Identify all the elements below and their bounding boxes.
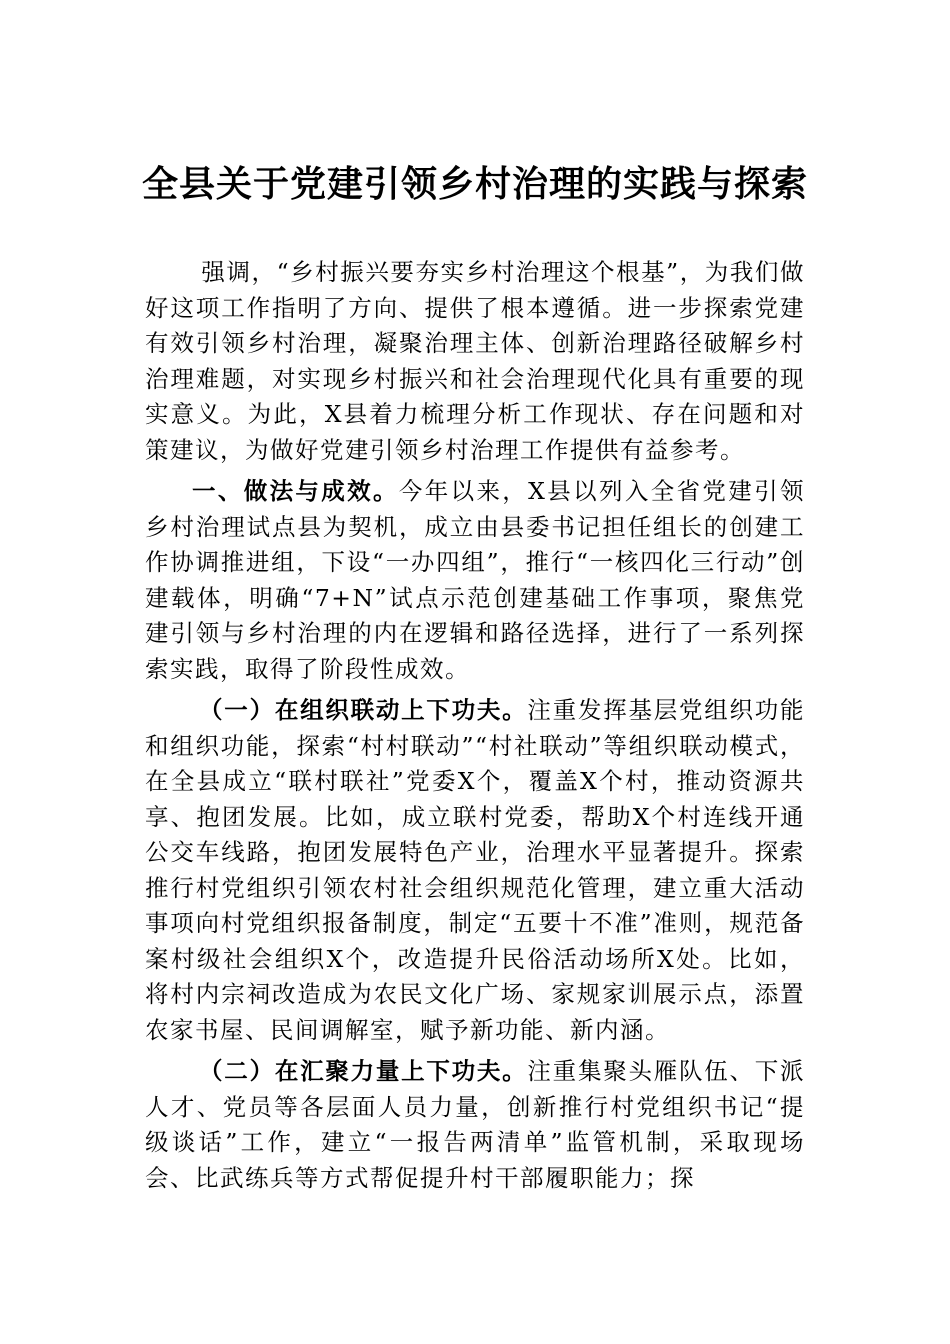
- paragraph-subsection-2: [145, 1054, 805, 1196]
- paragraph-section-1: [145, 474, 805, 687]
- section-1-heading: 一、做法与成效。: [192, 477, 399, 505]
- document-title: 全县关于党建引领乡村治理的实践与探索: [141, 163, 808, 205]
- subsection-1-text: 注重发挥基层党组织功能和组织功能，探索“村村联动”“村社联动”等组织联动模式，在全县成立“联村联社”党委X个，覆盖X个村，推动资源共享、抱团发展。比如，成立联村党委，帮助X个村连线开通公交车线路，抱团发展特色产业，治理水平显著提升。探索推行村党组织引领农村社会组织规范化管理，建立重大活动事项向村党组织报备制度，制定“五要十不准”准则，规范备案村级社会组织X个，改造提升民俗活动场所X处。比如，将村内宗祠改造成为农民文化广场、家规家训展示点，添置农家书屋、民间调解室，赋予新功能、新内涵。: [145, 696, 806, 1044]
- document-body: [145, 255, 805, 1196]
- paragraph-intro-text: 强调，“乡村振兴要夯实乡村治理这个根基”，为我们做好这项工作指明了方向、提供了根本遵循。进一步探索党建有效引领乡村治理，凝聚治理主体、创新治理路径破解乡村治理难题，对实现乡村振兴和社会治理现代化具有重要的现实意义。为此，X县着力梳理分析工作现状、存在问题和对策建议，为做好党建引领乡村治理工作提供有益参考。: [145, 258, 805, 464]
- paragraph-intro: [145, 255, 805, 468]
- subsection-1-heading: （一）在组织联动上下功夫。: [199, 696, 528, 724]
- section-1-text: 今年以来，X县以列入全省党建引领乡村治理试点县为契机，成立由县委书记担任组长的创建工作协调推进组，下设“一办四组”，推行“一核四化三行动”创建载体，明确“7+N”试点示范创建基础工作事项，聚焦党建引领与乡村治理的内在逻辑和路径选择，进行了一系列探索实践，取得了阶段性成效。: [145, 477, 805, 683]
- subsection-2-text: 注重集聚头雁队伍、下派人才、党员等各层面人员力量，创新推行村党组织书记“提级谈话”工作，建立“一报告两清单”监管机制，采取现场会、比武练兵等方式帮促提升村干部履职能力；探: [145, 1057, 806, 1192]
- subsection-2-heading: （二）在汇聚力量上下功夫。: [199, 1057, 528, 1085]
- paragraph-subsection-1: [145, 693, 805, 1048]
